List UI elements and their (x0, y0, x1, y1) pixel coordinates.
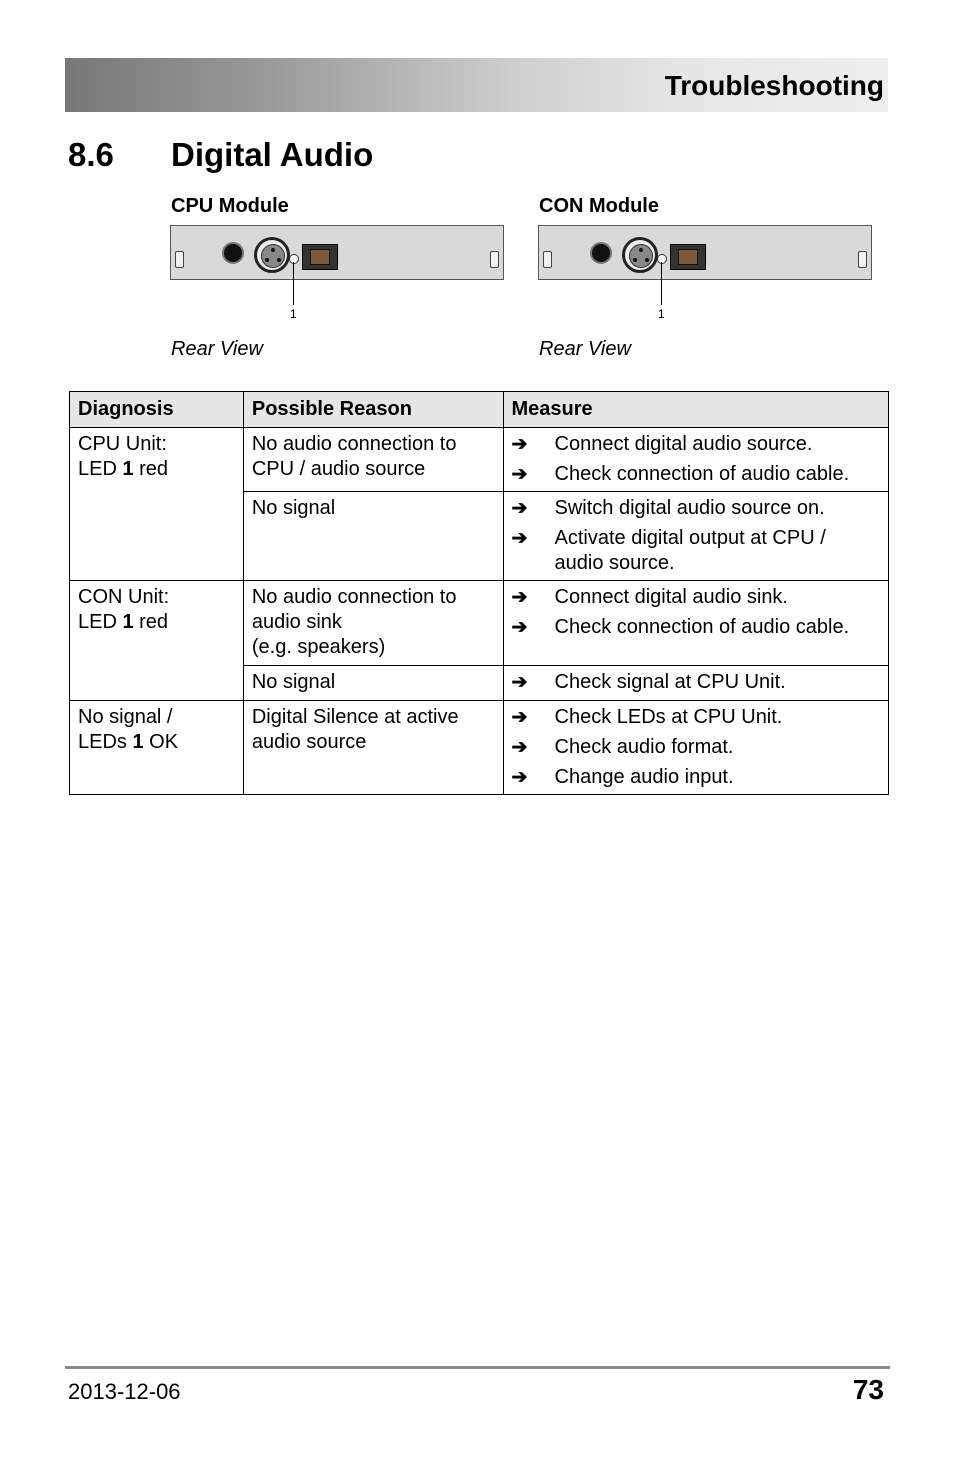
optical-port-icon (670, 244, 706, 270)
diagnosis-line: LEDs 1 OK (78, 731, 179, 753)
status-led-icon (289, 254, 299, 264)
callout-line (293, 262, 294, 305)
callout-number: 1 (290, 307, 297, 321)
measure-text: Connect digital audio source. (554, 433, 813, 455)
measure-text: Change audio input. (554, 766, 734, 788)
table-row (70, 701, 889, 795)
arrow-right-icon: ➔ (511, 707, 528, 728)
diagnosis-line: LED 1 red (78, 611, 169, 633)
troubleshooting-table (69, 391, 889, 795)
audio-jack-icon (222, 242, 244, 264)
column-header-diagnosis: Diagnosis (70, 392, 244, 428)
reason-line: CPU / audio source (251, 458, 426, 480)
reason-line: audio source (251, 731, 367, 753)
callout-line (661, 262, 662, 305)
led-number: 1 (122, 611, 134, 633)
page-number: 73 (852, 1374, 884, 1405)
optical-port-icon (302, 244, 338, 270)
measure-cell (503, 492, 888, 581)
column-header-possible-reason: Possible Reason (243, 392, 503, 428)
measure-text: Check LEDs at CPU Unit. (554, 706, 783, 728)
cpu-module-rear-panel (170, 225, 504, 280)
con-figure-caption: Rear View (539, 338, 631, 360)
chapter-title: Troubleshooting (664, 70, 884, 101)
reason-cell (243, 701, 503, 795)
measure-item (512, 705, 880, 730)
xlr-connector-icon (254, 237, 290, 273)
reason-line: audio sink (251, 611, 342, 633)
arrow-right-icon: ➔ (511, 767, 528, 788)
measure-text: Check connection of audio cable. (554, 463, 850, 485)
cpu-module-figure (170, 195, 504, 365)
mounting-slot-icon (543, 251, 552, 268)
reason-cell (243, 581, 503, 666)
section-number: 8.6 (68, 136, 114, 173)
diagnosis-line: CON Unit: (78, 586, 170, 608)
led-number: 1 (122, 458, 134, 480)
measure-cell (503, 581, 888, 666)
measure-text: Connect digital audio sink. (554, 586, 788, 608)
reason-cell (243, 666, 503, 701)
diagnosis-line: LED 1 red (78, 458, 169, 480)
mounting-slot-icon (490, 251, 499, 268)
reason-line: No audio connection to (251, 433, 457, 455)
arrow-right-icon: ➔ (511, 737, 528, 758)
xlr-connector-icon (622, 237, 658, 273)
arrow-right-icon: ➔ (511, 498, 528, 519)
table-body (70, 428, 889, 795)
con-module-rear-panel (538, 225, 872, 280)
measure-item (512, 670, 880, 695)
measure-cell (503, 701, 888, 795)
measure-item (512, 432, 880, 457)
diagnosis-cell (70, 581, 244, 701)
table-row (70, 581, 889, 666)
measure-item (512, 735, 880, 760)
measure-text: Check signal at CPU Unit. (554, 671, 786, 693)
chapter-header-bar (65, 58, 888, 112)
reason-line: No signal (251, 497, 336, 519)
table-row (70, 428, 889, 492)
measure-item (512, 615, 880, 640)
led-number: 1 (132, 731, 144, 753)
mounting-slot-icon (858, 251, 867, 268)
measure-text: Check audio format. (554, 736, 734, 758)
footer-date: 2013-12-06 (68, 1379, 181, 1404)
reason-line: Digital Silence at active (251, 706, 459, 728)
arrow-right-icon: ➔ (511, 587, 528, 608)
callout-number: 1 (658, 307, 665, 321)
reason-cell (243, 492, 503, 581)
measure-text: Switch digital audio source on. (554, 497, 825, 519)
measure-text: Check connection of audio cable. (554, 616, 850, 638)
arrow-right-icon: ➔ (511, 528, 528, 549)
section-title: Digital Audio (171, 136, 374, 173)
diagnosis-cell (70, 701, 244, 795)
measure-item (512, 585, 880, 610)
measure-cell (503, 666, 888, 701)
diagnosis-line: No signal / (78, 706, 173, 728)
diagnosis-line: CPU Unit: (78, 433, 167, 455)
arrow-right-icon: ➔ (511, 672, 528, 693)
reason-cell (243, 428, 503, 492)
measure-cell (503, 428, 888, 492)
mounting-slot-icon (175, 251, 184, 268)
table-header-row (70, 392, 889, 428)
audio-jack-icon (590, 242, 612, 264)
measure-item (512, 765, 880, 790)
measure-text: Activate digital output at CPU / audio source. (554, 527, 826, 574)
reason-line: (e.g. speakers) (251, 636, 386, 658)
measure-item (512, 462, 880, 487)
con-module-figure (538, 195, 872, 365)
status-led-icon (657, 254, 667, 264)
measure-item (512, 526, 880, 576)
arrow-right-icon: ➔ (511, 617, 528, 638)
column-header-measure: Measure (503, 392, 888, 428)
measure-item (512, 496, 880, 521)
reason-line: No signal (251, 671, 336, 693)
arrow-right-icon: ➔ (511, 464, 528, 485)
reason-line: No audio connection to (251, 586, 457, 608)
cpu-figure-caption: Rear View (171, 338, 263, 360)
footer-rule (65, 1366, 890, 1369)
diagnosis-cell (70, 428, 244, 581)
arrow-right-icon: ➔ (511, 434, 528, 455)
con-module-label: CON Module (539, 195, 659, 217)
cpu-module-label: CPU Module (171, 195, 289, 217)
